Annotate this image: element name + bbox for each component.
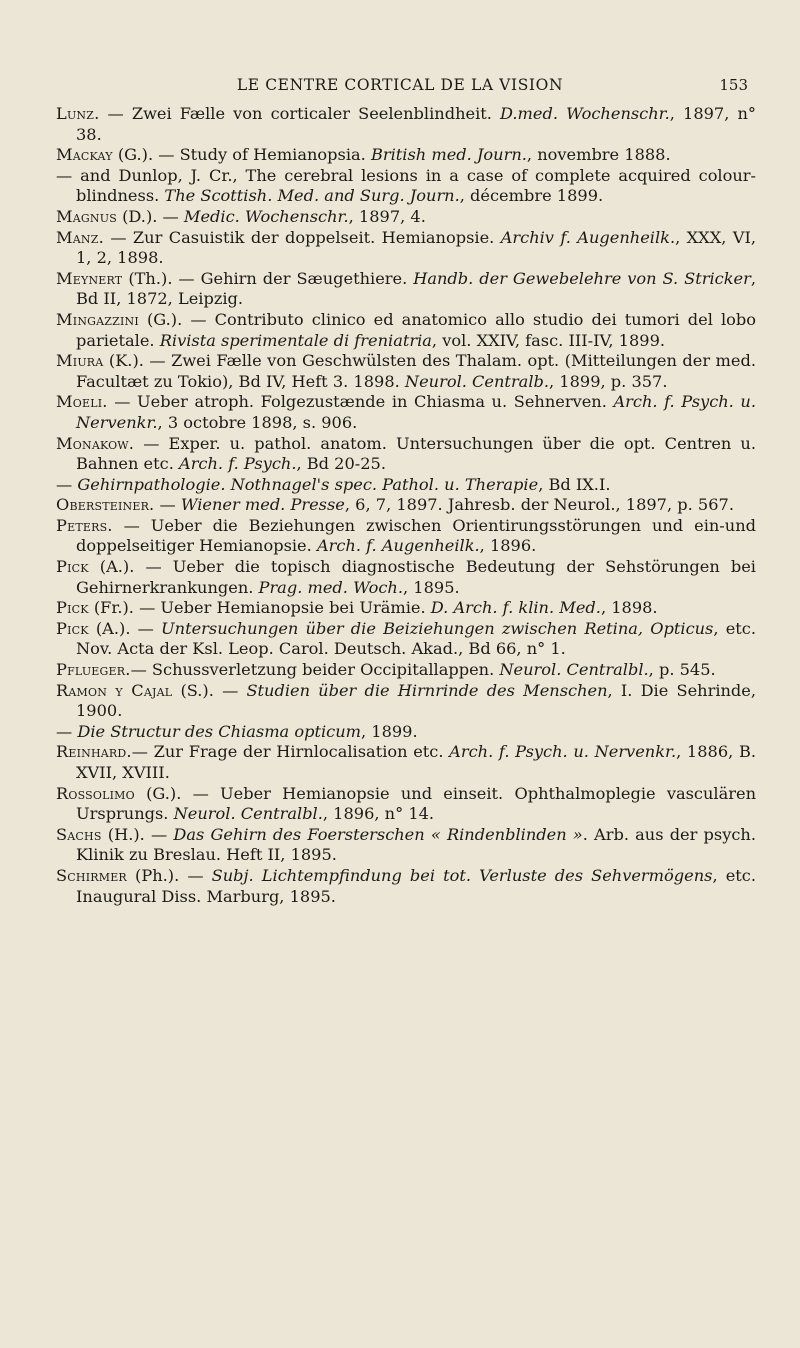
entry-author: Peters. bbox=[56, 515, 113, 535]
bibliography-entry bbox=[56, 660, 756, 681]
entry-details: , 1895. bbox=[403, 577, 460, 597]
entry-author: Meynert bbox=[56, 268, 123, 288]
entry-source-title: D.med. Wochenschr. bbox=[500, 104, 670, 123]
entry-source-title: Studien über die Hirnrinde des Menschen bbox=[246, 680, 608, 700]
entry-author: Obersteiner. bbox=[56, 495, 155, 515]
entry-source-title: Archiv f. Augenheilk. bbox=[500, 227, 676, 247]
entry-details: , vol. XXIV, fasc. III-IV, 1899. bbox=[431, 330, 666, 350]
entry-text: — Ueber atroph. Folgezustænde in Chiasma u. Sehnerven. bbox=[107, 392, 614, 412]
entry-details: , 1897, 4. bbox=[348, 206, 426, 226]
entry-text: — Zur Casuistik der doppelseit. Hemianopsie. bbox=[103, 227, 501, 247]
entry-author: Mackay bbox=[56, 145, 113, 165]
entry-author: Lunz. bbox=[56, 104, 100, 123]
entry-source-title: Untersuchungen über die Beiziehungen zwischen Retina, Opticus bbox=[161, 618, 714, 638]
entry-source-title: Subj. Lichtempfindung bei tot. Verluste des Sehvermögens bbox=[211, 865, 713, 885]
entry-details: , novembre 1888. bbox=[526, 145, 671, 165]
entry-author: Mingazzini bbox=[56, 309, 139, 329]
entry-details: , 1898. bbox=[600, 598, 658, 618]
entry-source-title: Die Structur des Chiasma opticum bbox=[77, 721, 361, 741]
bibliography-entry bbox=[56, 681, 756, 722]
page-number: 153 bbox=[719, 76, 748, 94]
bibliography-entry bbox=[56, 722, 756, 743]
entry-details: , I. Die Sehrinde, 1900. bbox=[76, 680, 757, 721]
entry-source-title: Arch. f. Psych. bbox=[179, 454, 297, 474]
entry-details: , Bd IX.I. bbox=[538, 474, 611, 494]
entry-author: Monakow. bbox=[56, 433, 135, 453]
entry-author: Manz. bbox=[56, 227, 104, 247]
entry-source-title: Arch. f. Psych. u. Nervenkr. bbox=[449, 742, 677, 762]
entry-author: Moeli. bbox=[56, 392, 108, 412]
entry-details: , etc. Inaugural Diss. Marburg, 1895. bbox=[76, 865, 756, 906]
entry-details: , 1886, B. XVII, XVIII. bbox=[76, 742, 756, 782]
entry-source-title: Arch. f. Psych. u. Nervenkr. bbox=[76, 392, 756, 432]
entry-text: (K.). — Zwei Fælle von Geschwülsten des Thalam. opt. (Mitteilungen der med. Facultæt zu Tokio), Bd IV, Heft 3. 1898. bbox=[76, 351, 756, 391]
entry-text: — Zur Frage der Hirnlocalisation etc. bbox=[131, 742, 450, 762]
page-header bbox=[0, 76, 800, 98]
bibliography-entry bbox=[56, 145, 756, 166]
entry-author: Sachs bbox=[56, 824, 102, 844]
bibliography-entry bbox=[56, 784, 756, 825]
bibliography-entry bbox=[56, 166, 756, 207]
bibliography-entry bbox=[56, 104, 756, 145]
entry-author: Pick bbox=[56, 598, 89, 618]
entry-author: Pick bbox=[56, 557, 89, 577]
bibliography-list bbox=[56, 104, 756, 907]
entry-details: , 1896. bbox=[479, 536, 537, 556]
bibliography-entry bbox=[56, 557, 756, 598]
bibliography-entry bbox=[56, 825, 756, 866]
entry-source-title: D. Arch. f. klin. Med. bbox=[430, 598, 601, 618]
entry-source-title: Neurol. Centralb. bbox=[404, 371, 550, 391]
bibliography-entry bbox=[56, 269, 756, 310]
entry-author: Pick bbox=[56, 618, 89, 638]
entry-details: , XXX, VI, 1, 2, 1898. bbox=[76, 227, 757, 268]
entry-author: Magnus bbox=[56, 206, 117, 226]
bibliography-entry bbox=[56, 495, 756, 516]
entry-source-title: Medic. Wochenschr. bbox=[183, 206, 349, 226]
bibliography-entry bbox=[56, 392, 756, 433]
entry-source-title: Prag. med. Woch. bbox=[258, 577, 403, 597]
entry-author: Reinhard. bbox=[56, 742, 132, 762]
bibliography-entry bbox=[56, 434, 756, 475]
entry-details: , p. 545. bbox=[648, 660, 716, 680]
entry-text: (S.). — bbox=[172, 680, 247, 700]
entry-text: — Schussverletzung beider Occipitallappen. bbox=[130, 660, 500, 680]
entry-text: — Zwei Fælle von corticaler Seelenblindheit. bbox=[99, 104, 500, 123]
bibliography-entry bbox=[56, 866, 756, 907]
entry-text: (Th.). — Gehirn der Sæugethiere. bbox=[122, 268, 414, 288]
entry-text: — bbox=[154, 495, 181, 515]
entry-text: — and Dunlop, J. Cr., The cerebral lesions in a case of complete acquired colour-blindness. bbox=[56, 165, 756, 206]
entry-source-title: Neurol. Centralbl. bbox=[499, 660, 649, 680]
entry-source-title: Gehirnpathologie. Nothnagel's spec. Pathol. u. Therapie bbox=[77, 474, 539, 494]
entry-details: , etc. Nov. Acta der Ksl. Leop. Carol. Deutsch. Akad., Bd 66, n° 1. bbox=[76, 618, 756, 659]
entry-author: Schirmer bbox=[56, 865, 127, 885]
entry-details: , 3 octobre 1898, s. 906. bbox=[157, 412, 358, 432]
entry-author: Miura bbox=[56, 351, 104, 371]
entry-text: (G.). — Ueber Hemianopsie und einseit. Ophthalmoplegie vasculären Ursprungs. bbox=[76, 783, 756, 824]
entry-details: , 1897, n° 38. bbox=[76, 104, 756, 144]
entry-source-title: Arch. f. Augenheilk. bbox=[316, 536, 480, 556]
bibliography-entry bbox=[56, 619, 756, 660]
entry-text: (A.). — Ueber die topisch diagnostische Bedeutung der Sehstörungen bei Gehirnerkrankungen. bbox=[76, 557, 756, 597]
entry-source-title: Rivista sperimentale di freniatria bbox=[159, 330, 432, 350]
entry-details: , 6, 7, 1897. Jahresb. der Neurol., 1897, p. 567. bbox=[344, 495, 734, 515]
entry-details: , Bd 20-25. bbox=[296, 454, 386, 474]
bibliography-entry bbox=[56, 207, 756, 228]
entry-source-title: Wiener med. Presse bbox=[180, 495, 345, 515]
bibliography-entry bbox=[56, 310, 756, 351]
entry-text: (G.). — Contributo clinico ed anatomico allo studio dei tumori del lobo parietale. bbox=[76, 309, 756, 350]
entry-author: Pflueger. bbox=[56, 660, 131, 680]
entry-text: (Fr.). — Ueber Hemianopsie bei Urämie. bbox=[88, 598, 431, 618]
bibliography-entry bbox=[56, 516, 756, 557]
entry-source-title: Das Gehirn des Foersterschen « Rindenblinden » bbox=[173, 824, 583, 844]
entry-details: , Bd II, 1872, Leipzig. bbox=[76, 268, 756, 309]
bibliography-entry bbox=[56, 228, 756, 269]
entry-source-title: Neurol. Centralbl. bbox=[173, 804, 323, 824]
entry-author: Rossolimo bbox=[56, 783, 135, 803]
entry-details: , 1899, p. 357. bbox=[549, 371, 668, 391]
entry-text: — bbox=[56, 474, 78, 494]
bibliography-entry bbox=[56, 742, 756, 783]
bibliography-entry bbox=[56, 598, 756, 619]
entry-text: (D.). — bbox=[116, 206, 184, 226]
entry-text: (Ph.). — bbox=[126, 865, 212, 885]
entry-details: . Arb. aus der psych. Klinik zu Breslau. Heft II, 1895. bbox=[76, 824, 757, 865]
entry-text: (G.). — Study of Hemianopsia. bbox=[112, 145, 371, 165]
entry-text: — Exper. u. pathol. anatom. Untersuchungen über die opt. Centren u. Bahnen etc. bbox=[76, 433, 756, 474]
entry-text: (A.). — bbox=[88, 618, 162, 638]
bibliography-entry bbox=[56, 475, 756, 496]
entry-details: , décembre 1899. bbox=[459, 186, 604, 206]
entry-text: — bbox=[56, 721, 78, 741]
entry-text: (H.). — bbox=[101, 824, 174, 844]
running-title: LE CENTRE CORTICAL DE LA VISION bbox=[236, 76, 564, 94]
entry-details: , 1896, n° 14. bbox=[322, 804, 435, 824]
bibliography-entry bbox=[56, 351, 756, 392]
entry-details: , 1899. bbox=[360, 721, 418, 741]
entry-author: Ramon y Cajal bbox=[56, 680, 173, 700]
entry-source-title: Handb. der Gewebelehre von S. Stricker bbox=[413, 268, 751, 288]
entry-source-title: The Scottish. Med. and Surg. Journ. bbox=[164, 186, 460, 206]
entry-text: — Ueber die Beziehungen zwischen Orientirungsstörungen und ein-und doppelseitiger Hemianopsie. bbox=[76, 515, 756, 556]
entry-source-title: British med. Journ. bbox=[370, 145, 527, 165]
